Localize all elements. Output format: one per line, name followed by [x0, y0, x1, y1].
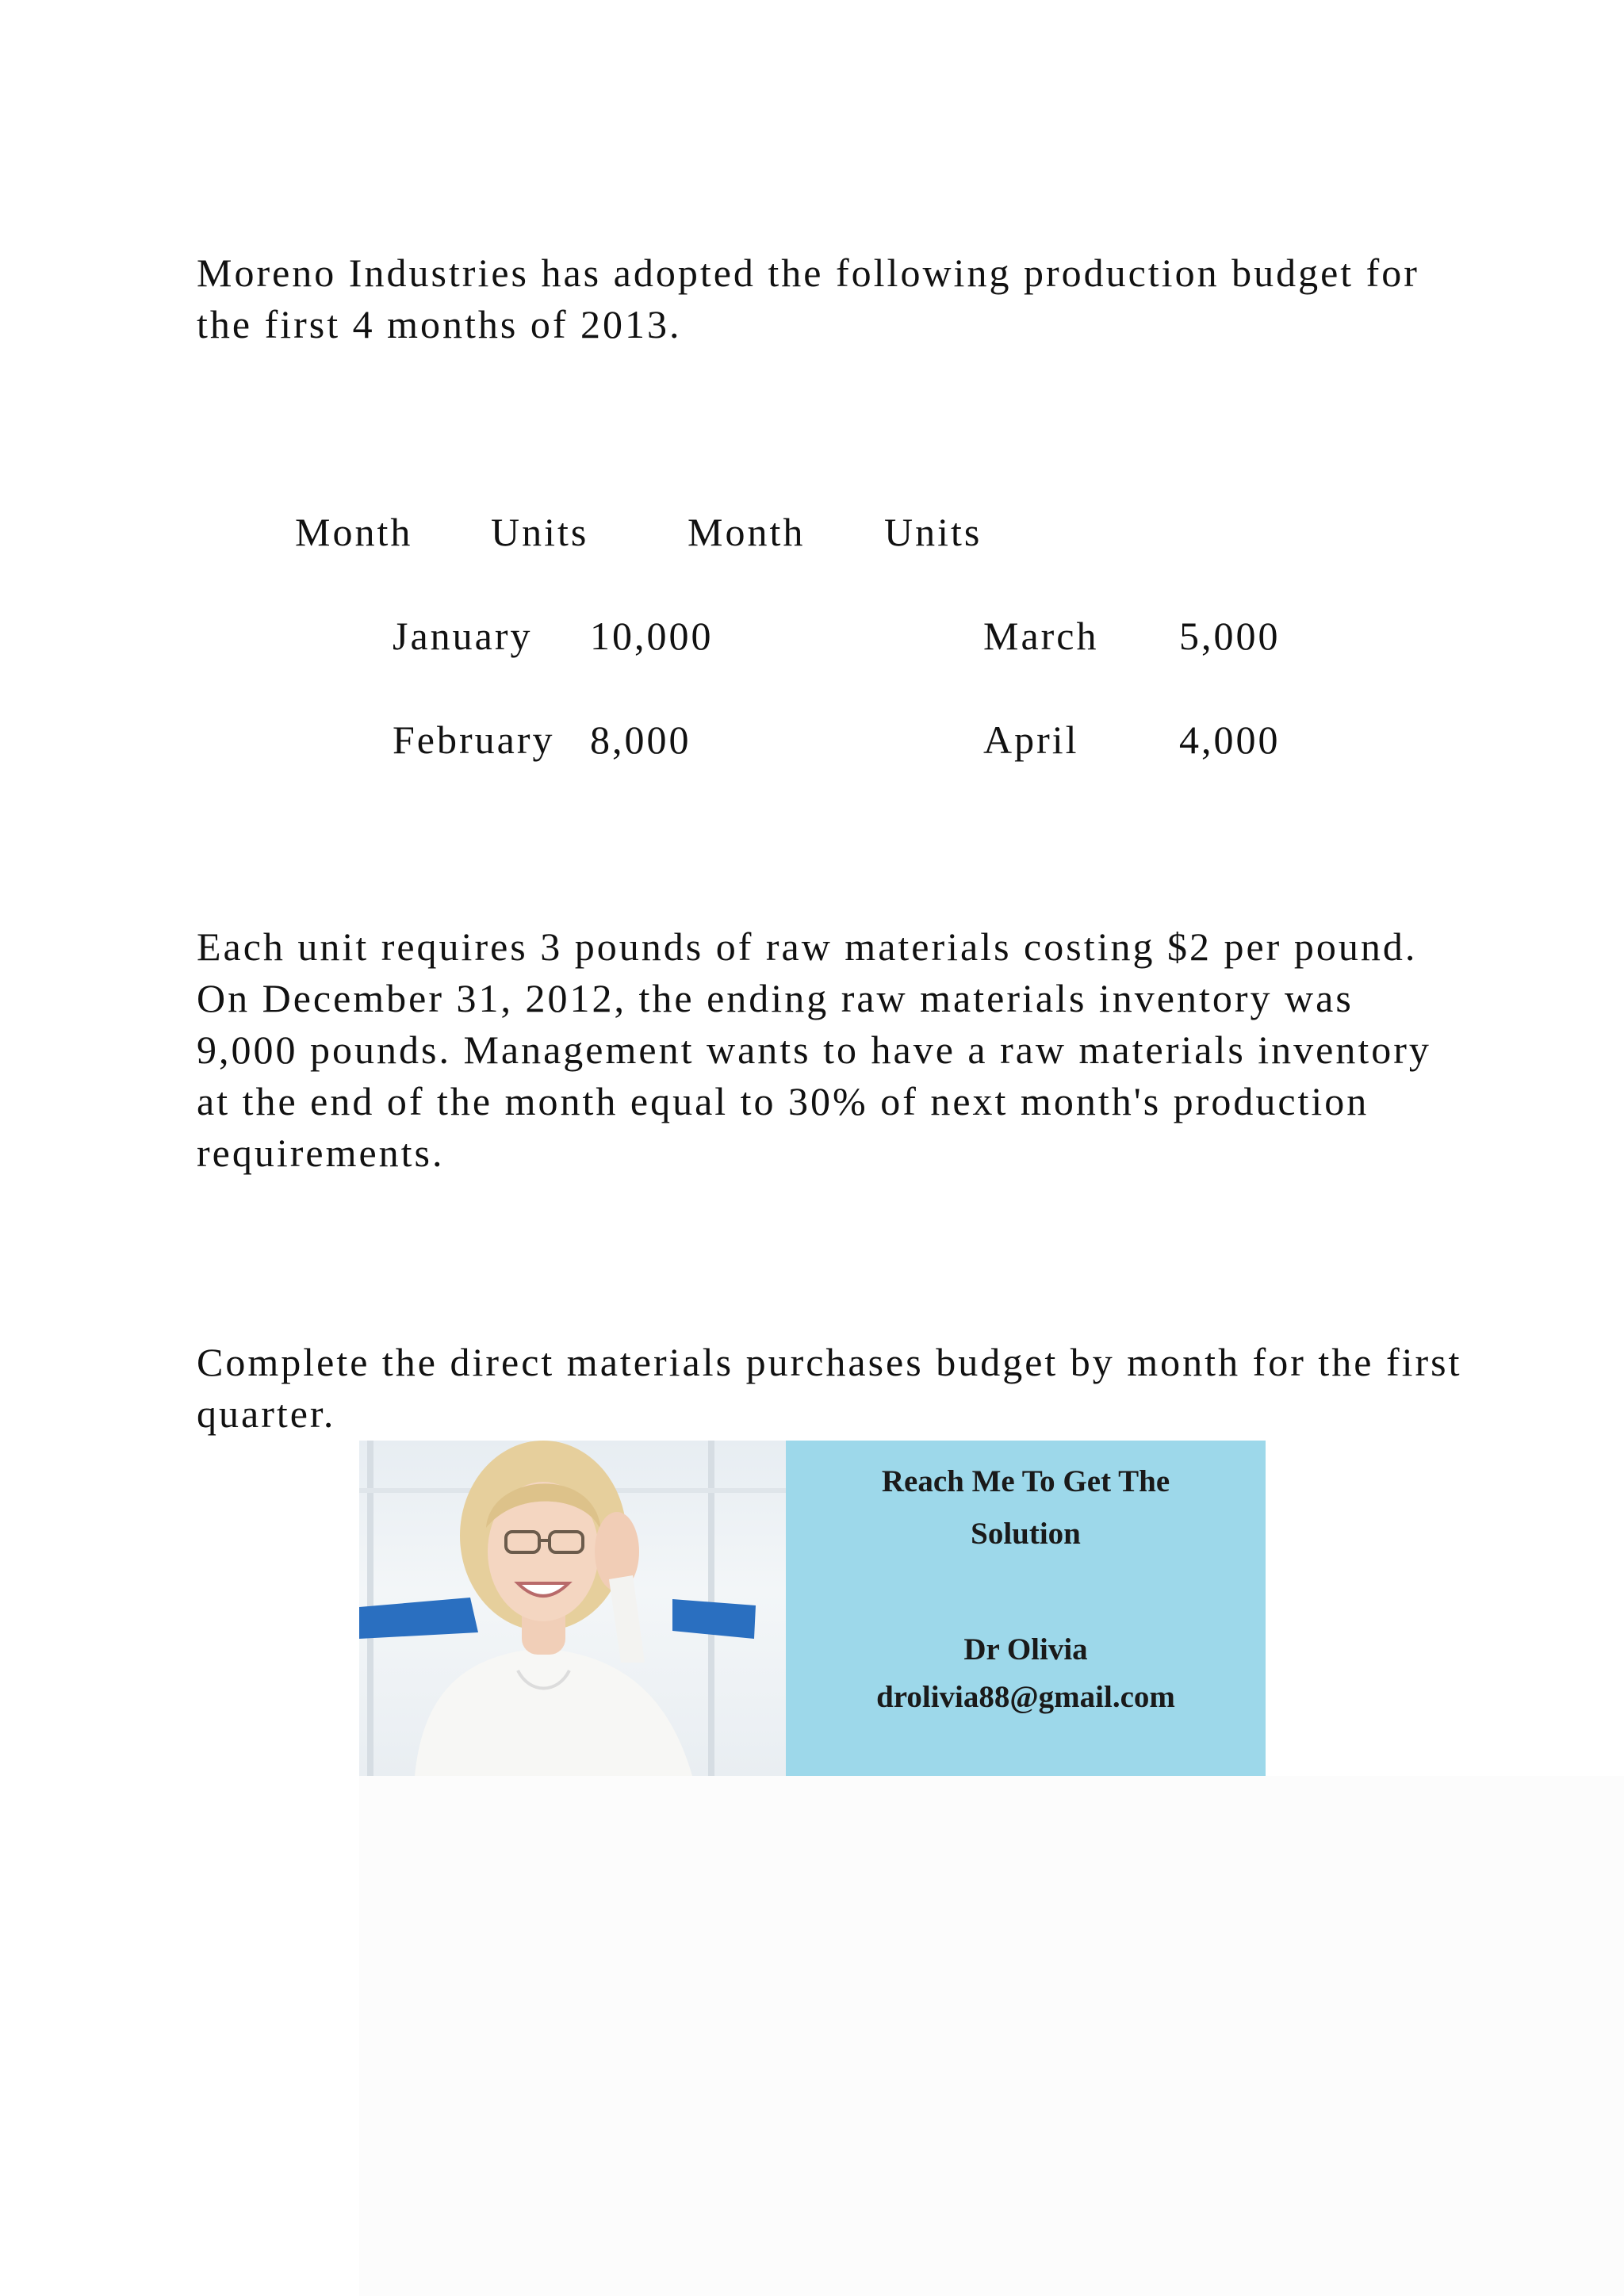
promo-banner [359, 1441, 1266, 1776]
header-month-2: Month [688, 510, 806, 554]
requirements-paragraph: Each unit requires 3 pounds of raw materials costing $2 per pound. On December 31, 2012, the ending raw materials inventory was 9,000 pounds. Management wants to have a raw materials inventory at the end of the month equal to 30% of next month's production requirements. [197, 924, 1431, 1175]
promo-headline-line1: Reach Me To Get The [881, 1464, 1170, 1498]
header-units-1: Units [491, 510, 589, 554]
row-january-units: 10,000 [590, 614, 714, 658]
promo-contact-name: Dr Olivia [963, 1632, 1088, 1667]
header-units-2: Units [884, 510, 982, 554]
row-april-month: April [983, 718, 1079, 762]
task-paragraph: Complete the direct materials purchases budget by month for the first quarter. [197, 1340, 1462, 1436]
promo-headline-line2: Solution [971, 1517, 1081, 1551]
portrait-illustration [359, 1441, 786, 1776]
woman-photo [359, 1441, 786, 1776]
row-march-units: 5,000 [1179, 614, 1281, 658]
page-background-block [359, 1776, 1624, 2296]
row-february-month: February [393, 718, 555, 762]
intro-paragraph: Moreno Industries has adopted the following production budget for the first 4 months of 2013. [197, 251, 1419, 346]
row-march-month: March [983, 614, 1099, 658]
row-february-units: 8,000 [590, 718, 691, 762]
promo-contact-email[interactable]: drolivia88@gmail.com [876, 1680, 1175, 1714]
header-month-1: Month [295, 510, 413, 554]
contact-panel [786, 1441, 1266, 1776]
row-january-month: January [393, 614, 533, 658]
row-april-units: 4,000 [1179, 718, 1281, 762]
